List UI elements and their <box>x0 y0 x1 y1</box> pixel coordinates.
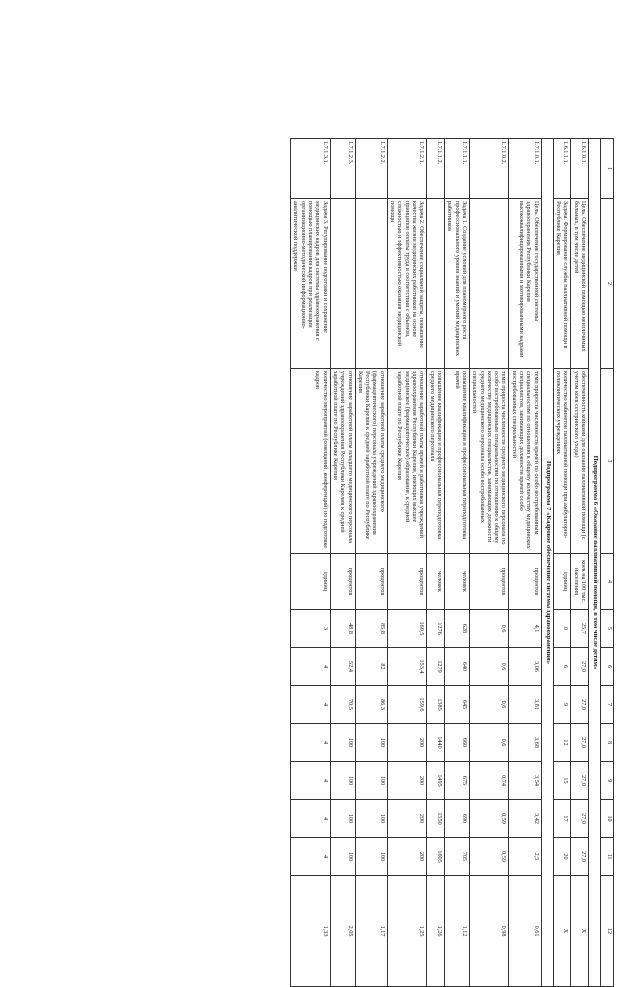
value-cell: 660 <box>445 724 470 762</box>
unit-text: процентов <box>355 554 387 610</box>
value-cell: 3,81 <box>509 686 541 724</box>
value-cell: 100 <box>355 762 387 800</box>
goal-text: Задача 2. Обеспечение социальной защиты, повышение качества жизни медицинских работников на основе принципов оплаты труда в соответствии с объемом, сложностью и эффективностью оказания медицинской помощи <box>387 199 427 369</box>
value-cell: 1276 <box>427 610 445 648</box>
value-cell: 0 <box>553 610 571 648</box>
value-cell: 0,6 <box>469 724 509 762</box>
value-cell: 27,0 <box>571 724 589 762</box>
subprogram-6-heading-row <box>589 139 601 987</box>
value-cell: 3,42 <box>509 800 541 838</box>
table-row <box>291 139 331 987</box>
ratio-cell: 1,12 <box>445 876 470 987</box>
value-cell: 27,0 <box>571 648 589 686</box>
col-num: 5 <box>601 610 614 648</box>
value-cell: 0,59 <box>469 800 509 838</box>
value-cell: 12 <box>553 724 571 762</box>
goal-text: Цель. Обеспечение государственной системы здравоохранения Республики Карелия высококвалифицированными и мотивированными кадрами <box>509 199 541 369</box>
col-num: 12 <box>601 876 614 987</box>
value-cell: 1440 <box>427 724 445 762</box>
value-cell: 200 <box>387 838 427 876</box>
value-cell: 4 <box>291 800 331 838</box>
value-cell: 0,6 <box>469 686 509 724</box>
value-cell: 100 <box>355 838 387 876</box>
value-cell: 1550 <box>427 800 445 838</box>
unit-text: единиц <box>553 554 571 610</box>
row-code: 1.7.1.2.3. <box>330 139 355 199</box>
table-row <box>427 139 445 987</box>
col-num: 3 <box>601 369 614 554</box>
goal-text <box>427 199 445 369</box>
value-cell: 27,0 <box>571 800 589 838</box>
unit-text: человек <box>427 554 445 610</box>
indicator-text: темп прироста численности врачей по особо востребованным специальностям по отношению к общему количеству медицинских специалистов, занимающих должности врачей особо востребованных специальностей <box>509 369 541 554</box>
col-num: 11 <box>601 838 614 876</box>
row-code: 1.7.1.3.1. <box>291 139 331 199</box>
value-cell: 3,68 <box>509 724 541 762</box>
indicator-text: отношение заработной платы среднего медицинского (фармацевтического) персонала учреждений здравоохранения Республики Карелия к средней заработной плате по Республике Карелия <box>355 369 387 554</box>
value-cell: 4 <box>291 762 331 800</box>
ratio-cell: 2,05 <box>330 876 355 987</box>
table-row <box>469 139 509 987</box>
unit-text: единиц <box>291 554 331 610</box>
indicator-text: количество мероприятий (совещаний, конференций) по подготовке кадров <box>291 369 331 554</box>
col-num: 7 <box>601 686 614 724</box>
unit-text: процентов <box>469 554 509 610</box>
value-cell: 3,54 <box>509 762 541 800</box>
value-cell: 48,8 <box>330 610 355 648</box>
value-cell: 4 <box>291 838 331 876</box>
col-num: 8 <box>601 724 614 762</box>
unit-text: процентов <box>330 554 355 610</box>
value-cell: 0,6 <box>469 648 509 686</box>
value-cell: 0,6 <box>469 610 509 648</box>
value-cell: 640 <box>445 648 470 686</box>
ratio-cell: 0,98 <box>469 876 509 987</box>
subprogram-7-heading-row <box>541 139 553 987</box>
value-cell: 1385 <box>427 686 445 724</box>
subprogram-7-title: Подпрограмма 7 «Кадровое обеспечение системы здравоохранения» <box>541 139 553 987</box>
value-cell: 645 <box>445 686 470 724</box>
table-row <box>387 139 427 987</box>
value-cell: 200 <box>387 800 427 838</box>
unit-text: человек <box>445 554 470 610</box>
ratio-cell: 1,33 <box>291 876 331 987</box>
value-cell: 690 <box>445 800 470 838</box>
value-cell: 6 <box>553 648 571 686</box>
row-code: 1.7.1.0.1. <box>509 139 541 199</box>
value-cell: 100 <box>355 724 387 762</box>
table-row <box>509 139 541 987</box>
value-cell: 0,74 <box>469 762 509 800</box>
ratio-cell: 1,25 <box>387 876 427 987</box>
value-cell: 20 <box>553 838 571 876</box>
value-cell: 85,8 <box>355 610 387 648</box>
indicator-text: повышение квалификации и профессиональная переподготовка врачей <box>445 369 470 554</box>
value-cell: 160,5 <box>387 610 427 648</box>
value-cell: 100 <box>330 800 355 838</box>
col-num: 6 <box>601 648 614 686</box>
unit-text: процентов <box>509 554 541 610</box>
value-cell: 15 <box>553 762 571 800</box>
value-cell: 2,5 <box>509 838 541 876</box>
indicator-text: отношение заработной платы врачей и работников учреждений здравоохранения Республики Карелия, имеющих высшее медицинское (фармацевтическое) образование, к средней заработной плате по Республике Карелия <box>387 369 427 554</box>
ratio-cell: X <box>553 876 571 987</box>
ratio-cell: 1,26 <box>427 876 445 987</box>
indicator-text: количество кабинетов паллиативной помощи при амбулаторно-поликлинических учреждениях <box>553 369 571 554</box>
col-num: 9 <box>601 762 614 800</box>
table-row <box>355 139 387 987</box>
value-cell: 100 <box>330 762 355 800</box>
table-row <box>571 139 589 987</box>
value-cell: 153,4 <box>387 648 427 686</box>
indicator-text: темп прироста численности среднего медицинского персонала по особо востребованным специальностям по отношению к общему количеству медицинских специалистов, занимающих должности среднего медицинского персонала особо востребованных специальностей <box>469 369 509 554</box>
row-code: 1.7.1.2.1. <box>387 139 427 199</box>
ratio-cell: X <box>571 876 589 987</box>
value-cell: 200 <box>387 724 427 762</box>
table-row <box>553 139 571 987</box>
value-cell: 17 <box>553 800 571 838</box>
row-code: 1.7.1.2.2. <box>355 139 387 199</box>
value-cell: 1495 <box>427 762 445 800</box>
value-cell: 0,59 <box>469 838 509 876</box>
value-cell: 200 <box>387 762 427 800</box>
col-num: 2 <box>601 199 614 369</box>
value-cell: 82 <box>355 648 387 686</box>
goal-text: Задача 1. Создание условий для планомерного роста профессионального уровня знаний и умений медицинских работников <box>445 199 470 369</box>
col-num: 1 <box>601 139 614 199</box>
col-num: 10 <box>601 800 614 838</box>
goal-text <box>469 199 509 369</box>
row-code: 1.6.1.1.1. <box>553 139 571 199</box>
row-code: 1.6.1.0.1. <box>571 139 589 199</box>
goal-text: Задача 3. Регулирование подготовки и сохранение медицинских кадров для системы здравоохранения с помощью планирования кадров при реализации организационно-методической информационно-аналитической поддержки <box>291 199 331 369</box>
row-code: 1.7.1.1.2. <box>427 139 445 199</box>
col-num: 4 <box>601 554 614 610</box>
value-cell: 9 <box>553 686 571 724</box>
value-cell: 25,7 <box>571 610 589 648</box>
goal-text <box>355 199 387 369</box>
value-cell: 52,4 <box>330 648 355 686</box>
column-number-row <box>601 139 614 987</box>
row-code: 1.7.1.1.1. <box>445 139 470 199</box>
ratio-cell: 0,61 <box>509 876 541 987</box>
value-cell: 86,3 <box>355 686 387 724</box>
unit-text: коек на 100 тыс. населения <box>571 554 589 610</box>
value-cell: 1605 <box>427 838 445 876</box>
ratio-cell: 1,17 <box>355 876 387 987</box>
rotated-document-page <box>24 138 614 946</box>
value-cell: 27,0 <box>571 838 589 876</box>
value-cell: 27,0 <box>571 686 589 724</box>
value-cell: 4 <box>291 686 331 724</box>
value-cell: 100 <box>355 800 387 838</box>
value-cell: 4 <box>291 724 331 762</box>
indicator-text: повышение квалификации и профессиональная переподготовка среднего медицинского персонала <box>427 369 445 554</box>
value-cell: 4,1 <box>509 610 541 648</box>
value-cell: 159,6 <box>387 686 427 724</box>
goal-text <box>330 199 355 369</box>
value-cell: 675 <box>445 762 470 800</box>
value-cell: 100 <box>330 838 355 876</box>
unit-text: процентов <box>387 554 427 610</box>
value-cell: 705 <box>445 838 470 876</box>
value-cell: 1279 <box>427 648 445 686</box>
value-cell: 628 <box>445 610 470 648</box>
value-cell: 3 <box>291 610 331 648</box>
value-cell: 100 <box>330 724 355 762</box>
table-row <box>445 139 470 987</box>
indicator-text: обеспеченность койками для оказания паллиативной помощи (с учетом коек сестринского ухода) <box>571 369 589 554</box>
value-cell: 27,0 <box>571 762 589 800</box>
value-cell: 3,06 <box>509 648 541 686</box>
goal-text: Задача. Формирование службы паллиативной помощи в Республике Карелия <box>553 199 571 369</box>
row-code: 1.7.1.0.2. <box>469 139 509 199</box>
subprogram-6-title: Подпрограмма 6 «Оказание паллиативной помощи, в том числе детям» <box>589 139 601 987</box>
value-cell: 70,5 <box>330 686 355 724</box>
goal-text: Цель. Обеспечение медицинской помощью неизлечимых больных, в том числе детей <box>571 199 589 369</box>
value-cell: 4 <box>291 648 331 686</box>
indicators-table <box>290 138 614 987</box>
indicator-text: отношение заработной платы младшего медицинского персонала учреждений здравоохранения Республики Карелия к средней заработной плате по Республике Карелия <box>330 369 355 554</box>
table-row <box>330 139 355 987</box>
